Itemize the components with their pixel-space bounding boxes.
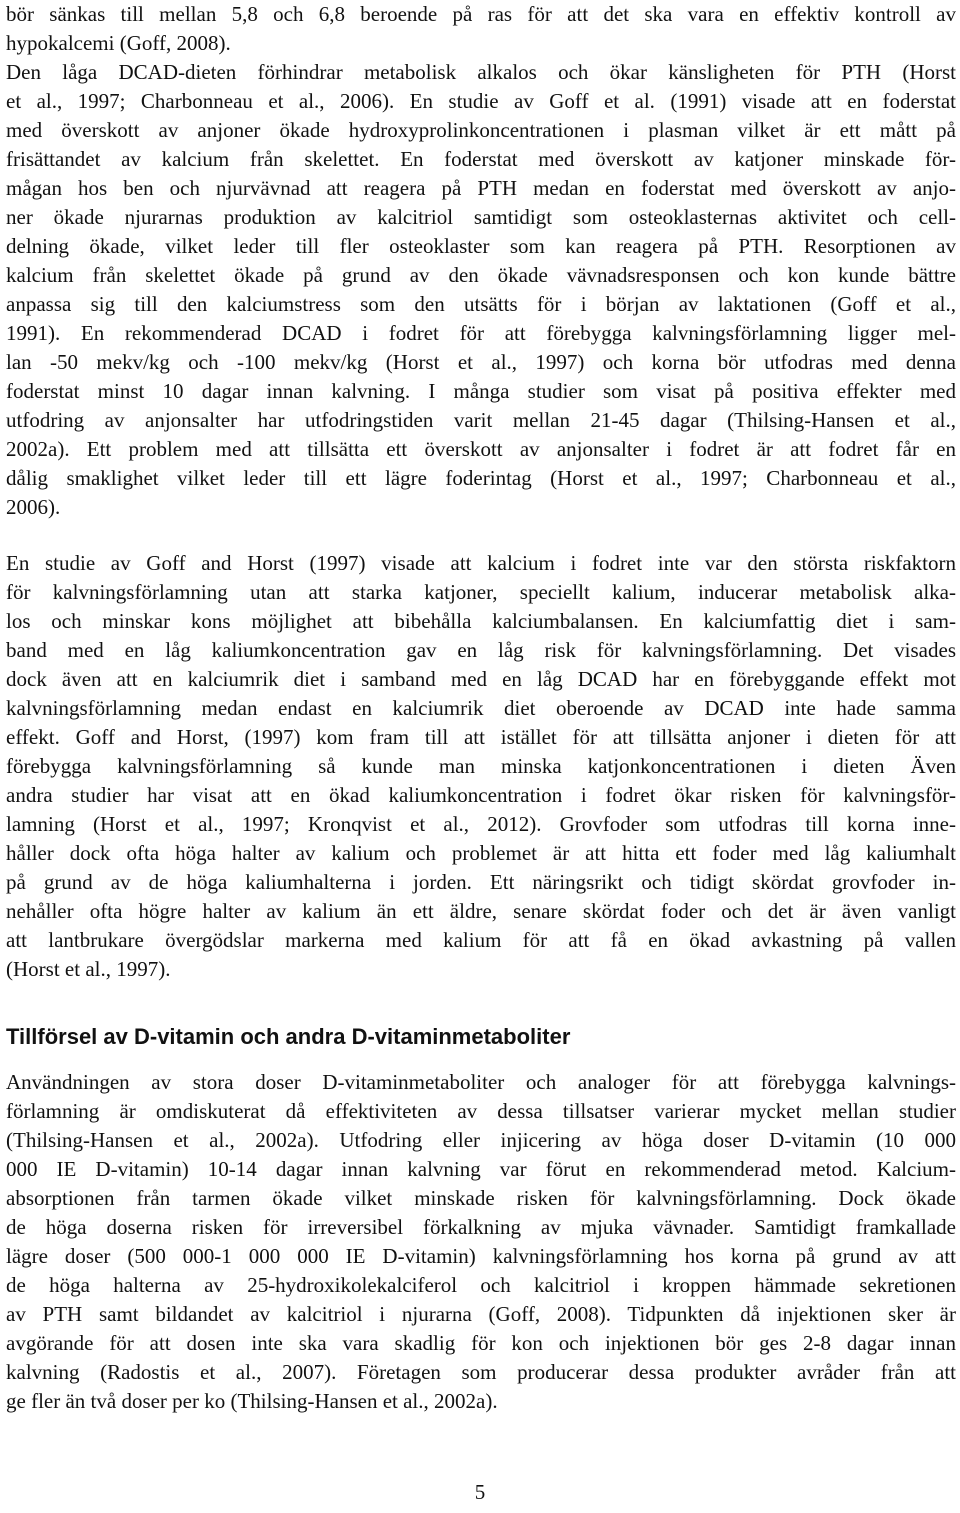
text-line: andra studier har visat att en ökad kaliumkoncentration i fodret ökar risken för kalvningsför- (6, 783, 956, 807)
text-line: 2006). (6, 495, 61, 519)
text-line: de höga halterna av 25-hydroxikolekalciferol och kalcitriol i kroppen hämmade sekretionen (6, 1273, 956, 1297)
text-line: utfodring av anjonsalter har utfodringstiden varit mellan 21-45 dagar (Thilsing-Hansen et al., (6, 408, 956, 432)
text-line: frisättandet av kalcium från skelettet. En foderstat med överskott av katjoner minskade för- (6, 147, 956, 171)
text-line: lägre doser (500 000-1 000 000 IE D-vitamin) kalvningsförlamning hos korna på grund av att (6, 1244, 956, 1268)
text-line: avgörande för att dosen inte ska vara skadlig för kon och injektionen bör ges 2-8 dagar innan (6, 1331, 956, 1355)
text-line: kalvningsförlamning medan endast en kalciumrik diet oberoende av DCAD inte hade samma (6, 696, 956, 720)
text-line: Användningen av stora doser D-vitaminmetaboliter och analoger för att förebygga kalvnings- (6, 1070, 956, 1094)
text-line: mågan hos ben och njurvävnad att reagera på PTH medan en foderstat med överskott av anjo- (6, 176, 956, 200)
text-line: bör sänkas till mellan 5,8 och 6,8 beroende på ras för att det ska vara en effektiv kontroll av (6, 2, 956, 26)
text-line: absorptionen från tarmen ökade vilket minskade risken för kalvningsförlamning. Dock ökade (6, 1186, 956, 1210)
text-line: med överskott av anjoner ökade hydroxyprolinkoncentrationen i plasman vilket är ett mått på (6, 118, 956, 142)
body-paragraph (6, 1068, 956, 1416)
text-line: band med en låg kaliumkoncentration gav en låg risk för kalvningsförlamning. Det visades (6, 638, 956, 662)
text-line: hypokalcemi (Goff, 2008). (6, 31, 231, 55)
body-paragraph (6, 549, 956, 984)
text-line: förebygga kalvningsförlamning så kunde man minska katjonkoncentrationen i dieten Även (6, 754, 956, 778)
text-line: 1991). En rekommenderad DCAD i fodret för att förebygga kalvningsförlamning ligger mel- (6, 321, 956, 345)
text-line: kalvning (Radostis et al., 2007). Företagen som producerar dessa produkter avråder från att (6, 1360, 956, 1384)
text-line: 000 IE D-vitamin) 10-14 dagar innan kalvning var förut en rekommenderad metod. Kalcium- (6, 1157, 956, 1181)
text-line: för kalvningsförlamning utan att starka katjoner, speciellt kalium, inducerar metabolisk alka- (6, 580, 956, 604)
text-line: håller dock ofta höga halter av kalium och problemet är att hitta ett foder med låg kaliumhalt (6, 841, 956, 865)
text-line: (Thilsing-Hansen et al., 2002a). Utfodring eller injicering av höga doser D-vitamin (10 000 (6, 1128, 956, 1152)
text-line: effekt. Goff and Horst, (1997) kom fram till att istället för att tillsätta anjoner i dieten för att (6, 725, 956, 749)
text-line: på grund av de höga kaliumhalterna i jorden. Ett näringsrikt och tidigt skördat grovfoder in- (6, 870, 956, 894)
text-line: dock även att en kalciumrik diet i samband med en låg DCAD har en förebyggande effekt mot (6, 667, 956, 691)
text-line: 2002a). Ett problem med att tillsätta ett överskott av anjonsalter i fodret är att fodret får en (6, 437, 956, 461)
text-line: ner ökade njurarnas produktion av kalcitriol samtidigt som osteoklasternas aktivitet och cell- (6, 205, 956, 229)
text-line: lamning (Horst et al., 1997; Kronqvist et al., 2012). Grovfoder som utfodras till korna inne- (6, 812, 956, 836)
text-line: lan -50 mekv/kg och -100 mekv/kg (Horst et al., 1997) och korna bör utfodras med denna (6, 350, 956, 374)
text-line: de höga doserna risken för irreversibel förkalkning av mjuka vävnader. Samtidigt framkallade (6, 1215, 956, 1239)
text-line: dålig smaklighet vilket leder till ett lägre foderintag (Horst et al., 1997; Charbonneau et al., (6, 466, 956, 490)
text-line: (Horst et al., 1997). (6, 957, 171, 981)
text-line: förlamning är omdiskuterat då effektiviteten av dessa tillsatser varierar mycket mellan studier (6, 1099, 956, 1123)
text-line: kalcium från skelettet ökade på grund av den ökade vävnadsresponsen och kon kunde bättre (6, 263, 956, 287)
text-line: av PTH samt bildandet av kalcitriol i njurarna (Goff, 2008). Tidpunkten då injektionen sker är (6, 1302, 956, 1326)
body-paragraph (6, 0, 956, 522)
text-line: anpassa sig till den kalciumstress som den utsätts för i början av laktationen (Goff et al., (6, 292, 956, 316)
section-heading: Tillförsel av D-vitamin och andra D-vitaminmetaboliter (6, 1024, 571, 1049)
text-line: Den låga DCAD-dieten förhindrar metabolisk alkalos och ökar känsligheten för PTH (Horst (6, 60, 956, 84)
text-line: nehåller ofta högre halter av kalium än ett äldre, senare skördat foder och det är även vanligt (6, 899, 956, 923)
text-line: att lantbrukare övergödslar markerna med kalium för att få en ökad avkastning på vallen (6, 928, 956, 952)
text-line: ge fler än två doser per ko (Thilsing-Hansen et al., 2002a). (6, 1389, 498, 1413)
text-line: En studie av Goff and Horst (1997) visade att kalcium i fodret inte var den största riskfaktorn (6, 551, 956, 575)
text-line: et al., 1997; Charbonneau et al., 2006). En studie av Goff et al. (1991) visade att en foderstat (6, 89, 956, 113)
text-line: foderstat minst 10 dagar innan kalvning. I många studier som visat på positiva effekter med (6, 379, 956, 403)
page-number: 5 (474, 1480, 486, 1504)
text-line: delning ökade, vilket leder till fler osteoklaster som kan reagera på PTH. Resorptionen av (6, 234, 956, 258)
text-line: los och minskar kons möjlighet att bibehålla kalciumbalansen. En kalciumfattig diet i sam- (6, 609, 956, 633)
